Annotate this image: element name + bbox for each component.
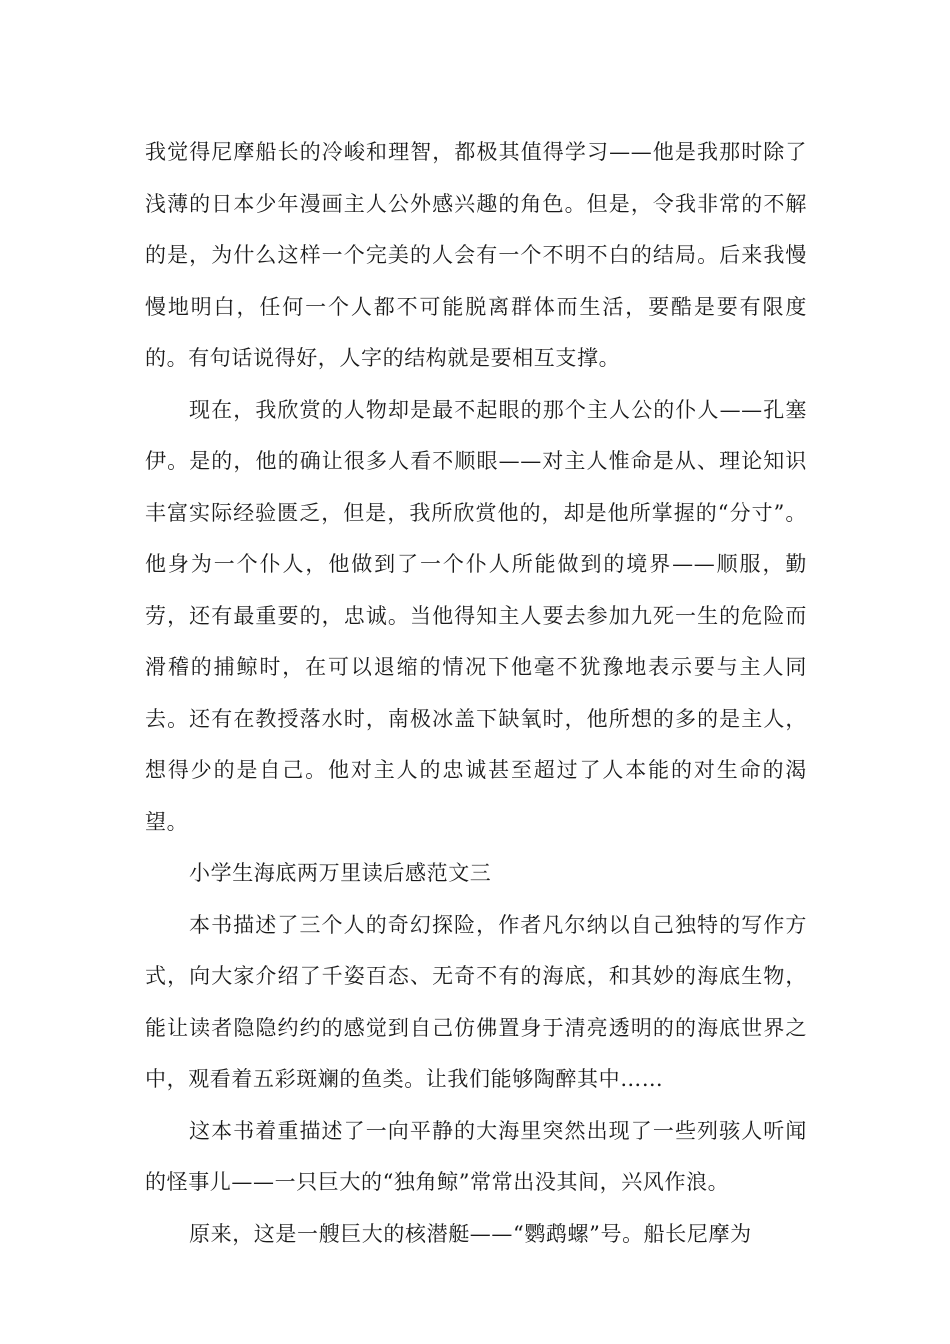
paragraph-narwhal: 这本书着重描述了一向平静的大海里突然出现了一些列骇人听闻的怪事儿——一只巨大的“独角鲸”常常出没其间，兴风作浪。: [145, 1118, 807, 1194]
paragraph-book-description: 本书描述了三个人的奇幻探险，作者凡尔纳以自己独特的写作方式，向大家介绍了千姿百态、无奇不有的海底，和其妙的海底生物，能让读者隐隐约约的感觉到自己仿佛置身于清亮透明的的海底世界之中，观看着五彩斑斓的鱼类。让我们能够陶醉其中……: [145, 912, 807, 1091]
section-heading: 小学生海底两万里读后感范文三: [189, 861, 492, 885]
document-body: [145, 127, 807, 1260]
paragraph-conseil: 现在，我欣赏的人物却是最不起眼的那个主人公的仆人——孔塞伊。是的，他的确让很多人看不顺眼——对主人惟命是从、理论知识丰富实际经验匮乏，但是，我所欣赏他的，却是他所掌握的“分寸”。他身为一个仆人，他做到了一个仆人所能做到的境界——顺服，勤劳，还有最重要的，忠诚。当他得知主人要去参加九死一生的危险而滑稽的捕鲸时，在可以退缩的情况下他毫不犹豫地表示要与主人同去。还有在教授落水时，南极冰盖下缺氧时，他所想的多的是主人，想得少的是自己。他对主人的忠诚甚至超过了人本能的对生命的渴望。: [145, 397, 807, 834]
paragraph-nautilus: 原来，这是一艘巨大的核潜艇——“鹦鹉螺”号。船长尼摩为: [189, 1221, 752, 1246]
paragraph-nemo-captain: 我觉得尼摩船长的冷峻和理智，都极其值得学习——他是我那时除了浅薄的日本少年漫画主人公外感兴趣的角色。但是，令我非常的不解的是，为什么这样一个完美的人会有一个不明不白的结局。后来我慢慢地明白，任何一个人都不可能脱离群体而生活，要酷是要有限度的。有句话说得好，人字的结构就是要相互支撑。: [145, 140, 807, 370]
